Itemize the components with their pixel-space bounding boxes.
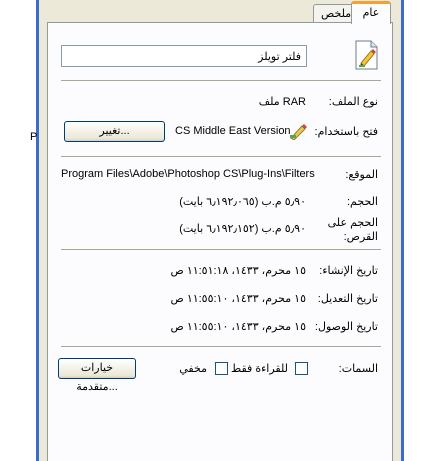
hidden-checkbox[interactable] bbox=[215, 362, 228, 375]
readonly-label: للقراءة فقط bbox=[231, 363, 288, 375]
modified-label: تاريخ التعديل: bbox=[317, 293, 378, 305]
size-on-disk-value: ٥٫٩٠ م.ب (٦٫١٩٢٫١٥٢ بايت) bbox=[179, 223, 306, 235]
separator bbox=[61, 249, 381, 250]
separator bbox=[61, 346, 381, 347]
advanced-button[interactable]: خيارات متقدمة... bbox=[58, 358, 136, 379]
photoshop-app-icon bbox=[289, 122, 307, 140]
separator bbox=[61, 80, 381, 81]
size-label: الحجم: bbox=[347, 196, 378, 208]
separator bbox=[61, 156, 381, 157]
opens-with-label: فتح باستخدام: bbox=[314, 126, 378, 138]
created-label: تاريخ الإنشاء: bbox=[319, 265, 378, 277]
background-text: P bbox=[30, 131, 38, 143]
location-label: الموقع: bbox=[345, 169, 378, 181]
file-name-input[interactable] bbox=[61, 45, 307, 67]
modified-value: ١٥ محرم، ١٤٣٣، ١١:٥٥:١٠ ص bbox=[170, 293, 306, 305]
size-on-disk-label-line2: القرص: bbox=[343, 231, 378, 243]
size-value: ٥٫٩٠ م.ب (٦٫١٩٢٫٠٦٥ بايت) bbox=[179, 196, 306, 208]
change-button[interactable]: تغيير... bbox=[64, 121, 165, 142]
general-panel bbox=[47, 22, 393, 461]
properties-dialog bbox=[39, 0, 401, 461]
type-value: RAR ملف bbox=[258, 96, 306, 108]
size-on-disk-label-line1: الحجم على bbox=[327, 217, 378, 229]
accessed-value: ١٥ محرم، ١٤٣٣، ١١:٥٥:١٠ ص bbox=[170, 321, 306, 333]
opens-with-value: CS Middle East Version bbox=[175, 125, 291, 137]
location-value: Program Files\Adobe\Photoshop CS\Plug-Ins\Filters bbox=[61, 168, 315, 180]
window-border-right bbox=[401, 0, 404, 461]
tab-general[interactable]: عام bbox=[351, 1, 391, 24]
file-edit-icon bbox=[353, 39, 379, 71]
readonly-checkbox[interactable] bbox=[295, 362, 308, 375]
accessed-label: تاريخ الوصول: bbox=[314, 321, 378, 333]
type-label: نوع الملف: bbox=[328, 96, 378, 108]
tab-summary[interactable]: ملخص bbox=[313, 4, 359, 23]
created-value: ١٥ محرم، ١٤٣٣، ١١:٥١:١٨ ص bbox=[170, 265, 306, 277]
hidden-label: مخفي bbox=[179, 363, 207, 375]
attributes-label: السمات: bbox=[338, 363, 378, 375]
